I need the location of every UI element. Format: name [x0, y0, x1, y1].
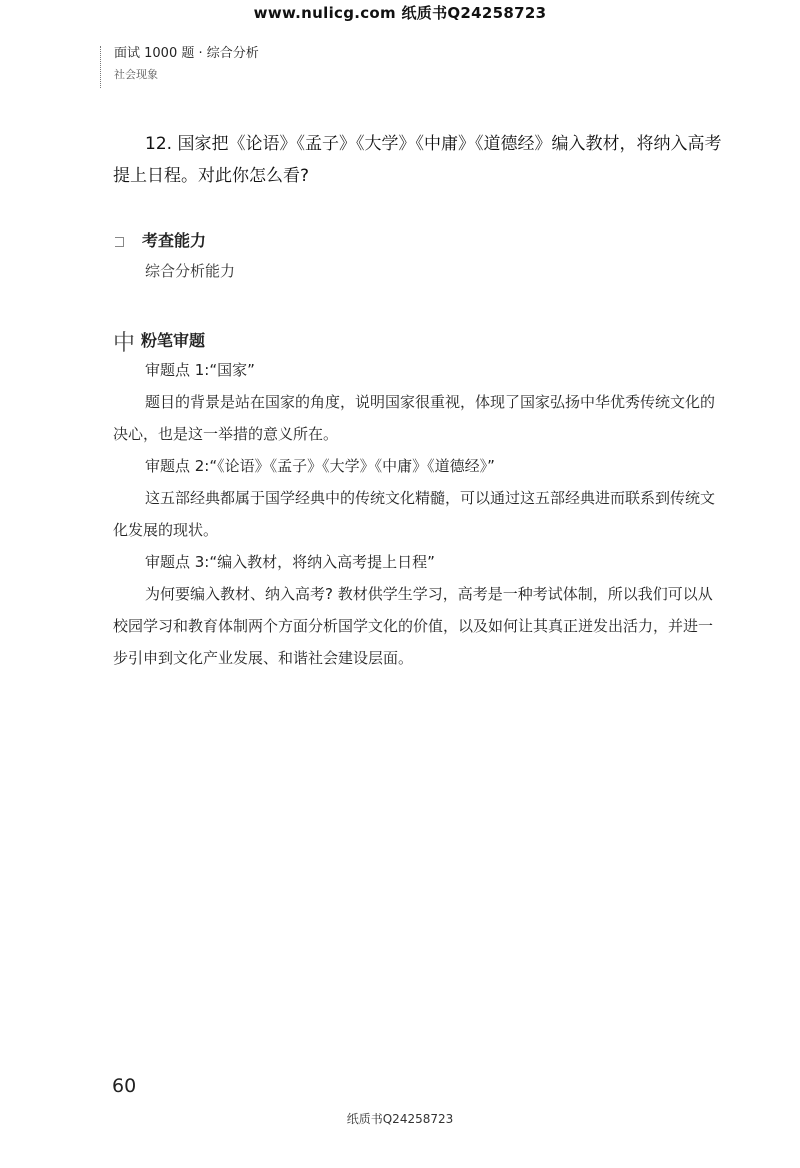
review-heading-label: 粉笔审题: [141, 331, 206, 350]
page-number: 60: [112, 1075, 137, 1097]
review-point-2-text: 这五部经典都属于国学经典中的传统文化精髓，可以通过这五部经典进而联系到传统文化发展的现状。: [113, 489, 716, 539]
review-point-3-text: 为何要编入教材、纳入高考? 教材供学生学习，高考是一种考试体制，所以我们可以从校园学习和教育体制两个方面分析国学文化的价值，以及如何让其真正迸发出活力，并进一步引申到文化产业发展、和谐社会建设层面。: [113, 585, 714, 667]
review-point-2-label: 审题点 2:“《论语》《孟子》《大学》《中庸》《道德经》”: [145, 457, 495, 475]
running-head-subtitle: 社会现象: [114, 68, 158, 81]
watermark-top: www.nulicg.com 纸质书Q24258723: [253, 4, 547, 22]
ability-heading: [113, 228, 206, 251]
review-point-1-text: 题目的背景是站在国家的角度，说明国家很重视，体现了国家弘扬中华优秀传统文化的决心，也是这一举措的意义所在。: [113, 393, 716, 443]
running-head-title: 面试 1000 题 · 综合分析: [114, 46, 259, 61]
review-body: [113, 354, 725, 674]
watermark-bottom: 纸质书Q24258723: [346, 1112, 454, 1126]
review-point-1-label: 审题点 1:“国家”: [145, 361, 255, 379]
review-heading: [113, 326, 205, 357]
question-text: 12. 国家把《论语》《孟子》《大学》《中庸》《道德经》编入教材，将纳入高考提上日程。对此你怎么看?: [113, 134, 722, 186]
review-point-3-label: 审题点 3:“编入教材，将纳入高考提上日程”: [145, 553, 435, 571]
running-head-rule: [100, 46, 101, 88]
ability-text: 综合分析能力: [145, 262, 236, 280]
ability-heading-label: 考查能力: [142, 231, 207, 250]
chinese-character-icon: 中: [113, 331, 136, 356]
bracket-icon: [115, 237, 124, 247]
